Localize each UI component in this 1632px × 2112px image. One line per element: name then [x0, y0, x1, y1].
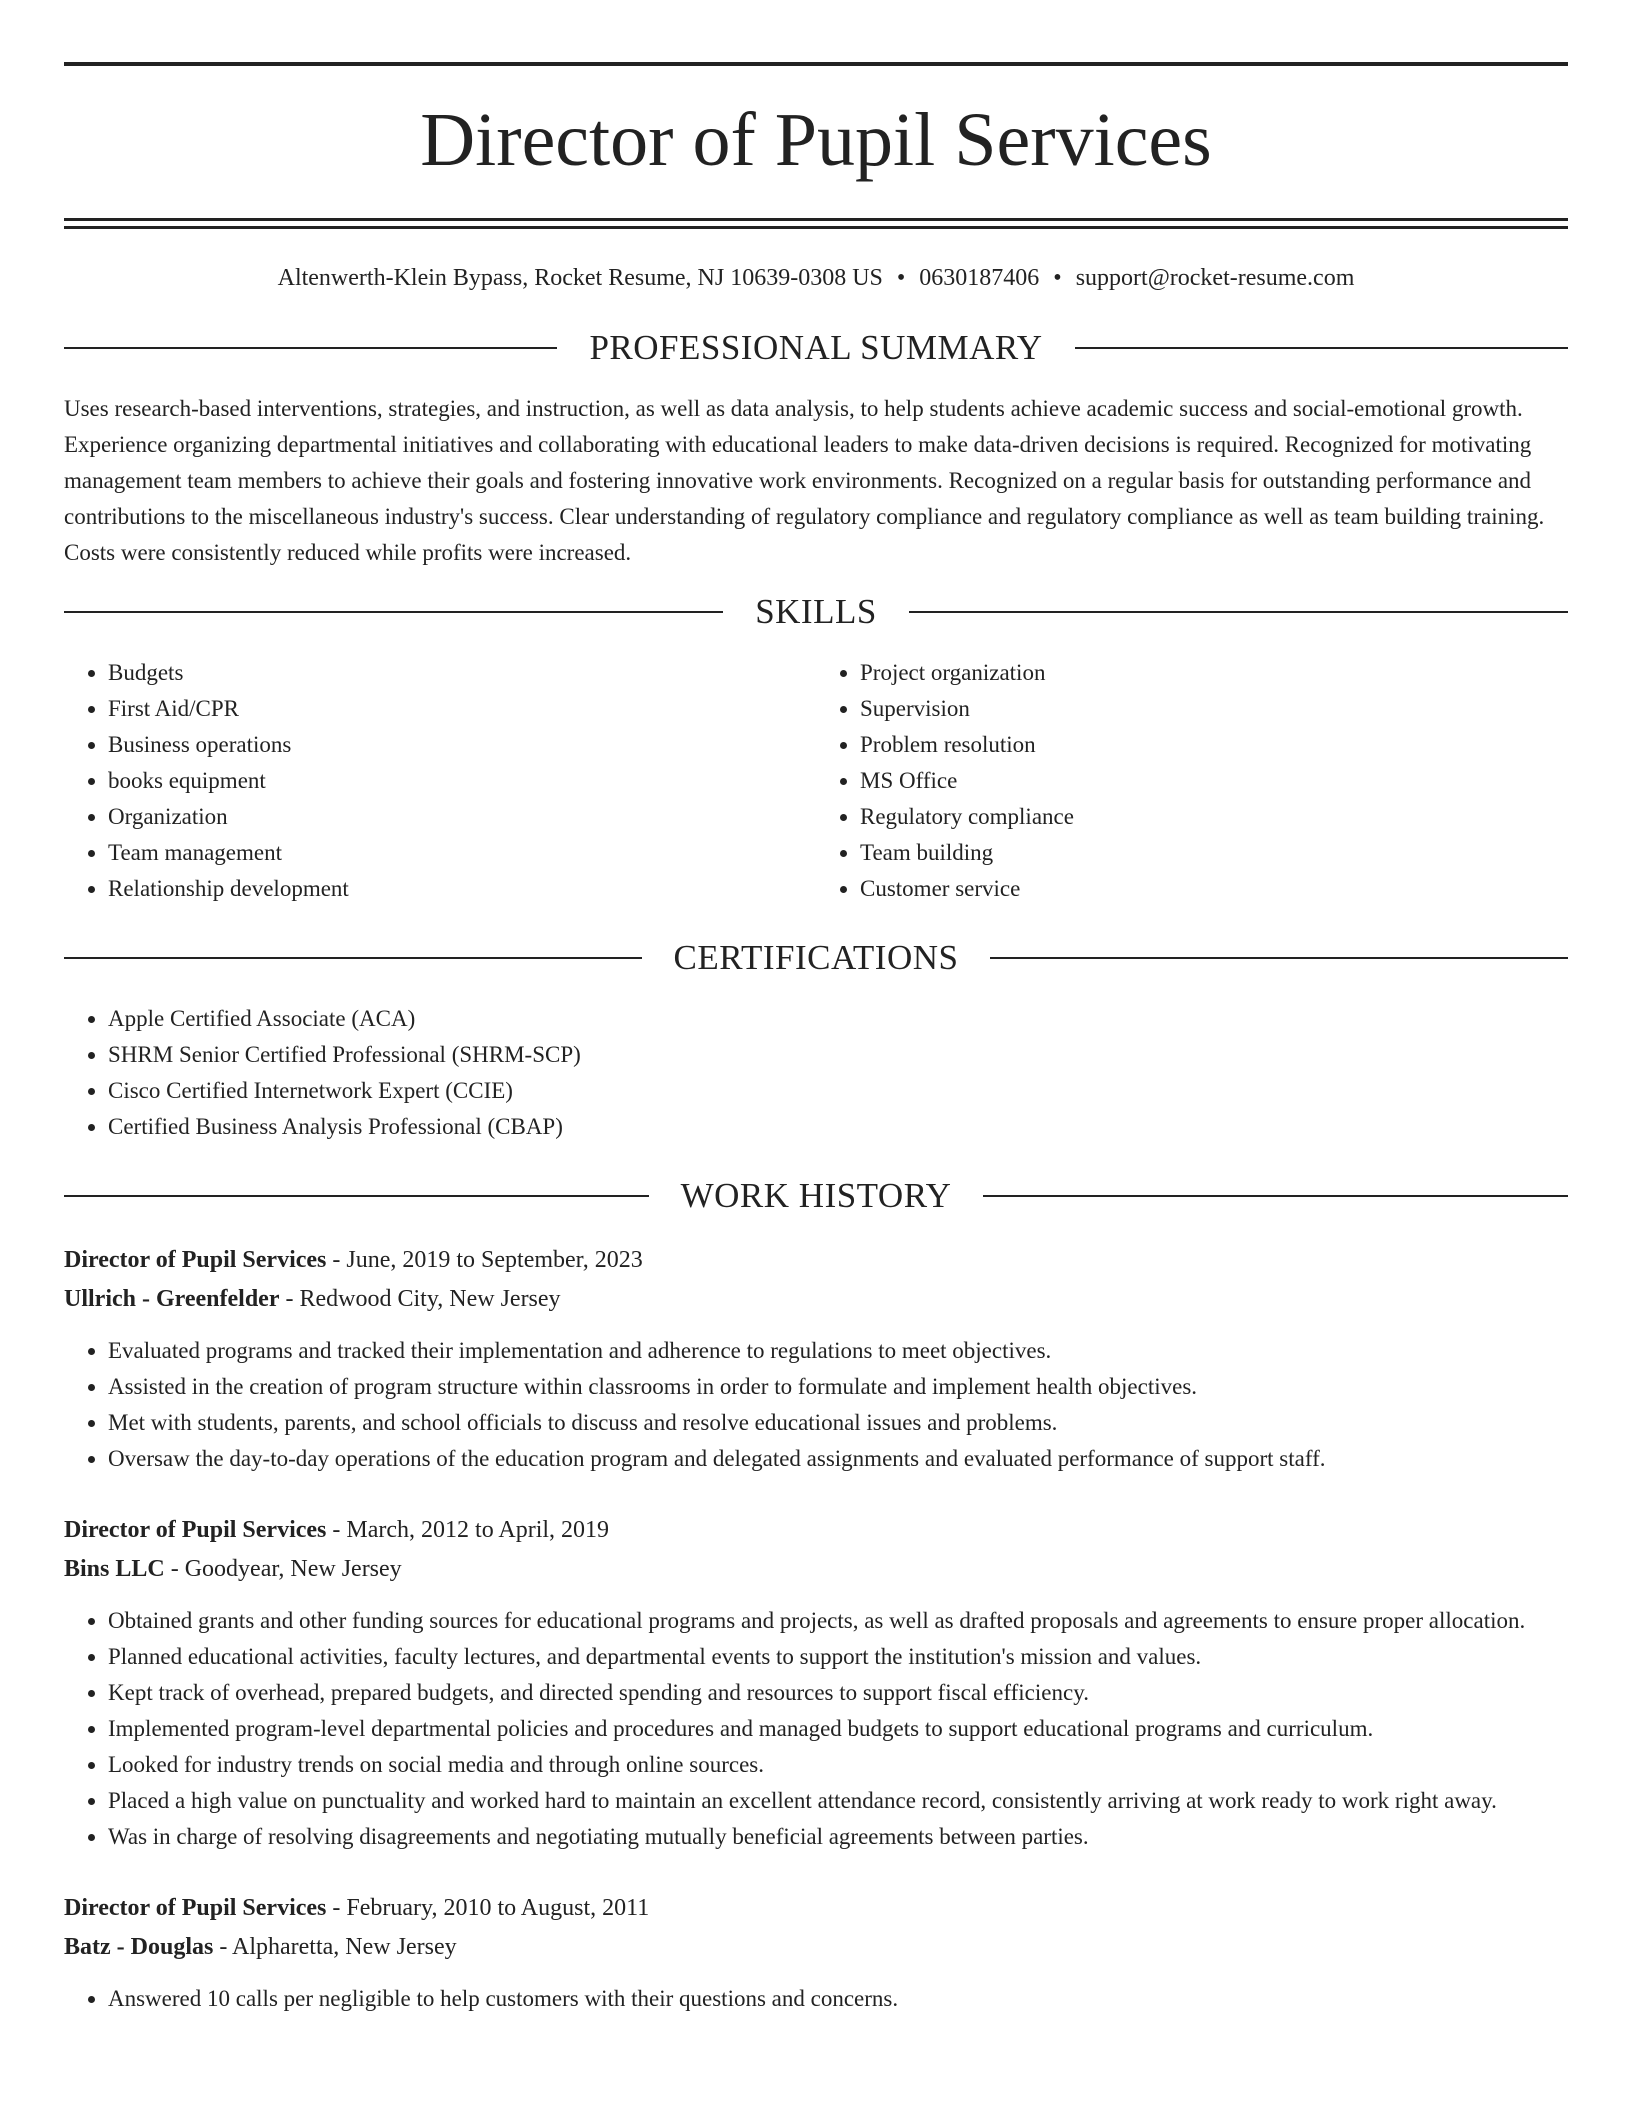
job-bullets: [64, 1603, 1568, 1855]
job-company-line: [64, 1550, 1568, 1589]
work-history-heading: [64, 1175, 1568, 1217]
work-history-title: WORK HISTORY: [680, 1176, 952, 1215]
heading-rule-right: [1075, 347, 1568, 349]
skill-item: • Organization: [108, 799, 816, 835]
job-title: Director of Pupil Services: [64, 1247, 327, 1273]
heading-rule-left: [64, 957, 642, 959]
job-entry: [64, 1241, 1568, 1477]
separator-dot: •: [1053, 265, 1062, 291]
certification-item: • SHRM Senior Certified Professional (SHRM-SCP): [108, 1037, 1568, 1073]
job-company-line: [64, 1280, 1568, 1319]
job-dates: - March, 2012 to April, 2019: [326, 1517, 610, 1543]
job-bullet: • Obtained grants and other funding sources for educational programs and projects, as well as drafted proposals and agreements to ensure proper allocation.: [108, 1603, 1568, 1639]
skill-item: • Problem resolution: [860, 727, 1568, 763]
separator-dot: •: [896, 265, 906, 291]
job-title-line: [64, 1511, 1568, 1550]
phone: 0630187406: [919, 265, 1040, 291]
heading-rule-left: [64, 1195, 649, 1197]
certification-item: • Cisco Certified Internetwork Expert (CCIE): [108, 1073, 1568, 1109]
skill-item: • Team management: [108, 835, 816, 871]
job-company: Ullrich - Greenfelder: [64, 1286, 280, 1312]
job-bullets: [64, 1981, 1568, 2017]
skills-list-left: [64, 655, 816, 907]
skill-item: • Regulatory compliance: [860, 799, 1568, 835]
skill-item: • books equipment: [108, 763, 816, 799]
certifications-list: [64, 1001, 1568, 1145]
job-location: - Redwood City, New Jersey: [279, 1286, 561, 1312]
job-title: Director of Pupil Services: [64, 1517, 327, 1543]
skill-item: • First Aid/CPR: [108, 691, 816, 727]
job-bullet: • Answered 10 calls per negligible to help customers with their questions and concerns.: [108, 1981, 1568, 2017]
heading-rule-right: [909, 611, 1568, 613]
certification-item: • Certified Business Analysis Professional (CBAP): [108, 1109, 1568, 1145]
heading-rule-left: [64, 611, 723, 613]
certifications-heading: [64, 937, 1568, 979]
job-company: Bins LLC: [64, 1556, 165, 1582]
heading-rule-right: [983, 1195, 1568, 1197]
heading-rule-left: [64, 347, 557, 349]
skill-item: • Customer service: [860, 871, 1568, 907]
job-title-line: [64, 1889, 1568, 1928]
job-title-line: [64, 1241, 1568, 1280]
email-link[interactable]: support@rocket-resume.com: [1075, 265, 1355, 291]
skill-item: • Project organization: [860, 655, 1568, 691]
job-title: Director of Pupil Services: [64, 1895, 327, 1921]
skill-item: • Team building: [860, 835, 1568, 871]
job-bullet: • Planned educational activities, faculty lectures, and departmental events to support the institution's mission and values.: [108, 1639, 1568, 1675]
job-bullet: • Placed a high value on punctuality and worked hard to maintain an excellent attendance record, consistently arriving at work ready to work right away.: [108, 1783, 1568, 1819]
certifications-title: CERTIFICATIONS: [673, 938, 959, 977]
summary-heading: [64, 327, 1568, 369]
address: Altenwerth-Klein Bypass, Rocket Resume, NJ 10639-0308 US: [277, 265, 883, 291]
job-bullet: • Assisted in the creation of program structure within classrooms in order to formulate and implement health objectives.: [108, 1369, 1568, 1405]
skills-list-right: [816, 655, 1568, 907]
job-company-line: [64, 1928, 1568, 1967]
contact-line: [64, 263, 1568, 293]
job-entry: [64, 1889, 1568, 2017]
job-location: - Goodyear, New Jersey: [164, 1556, 402, 1582]
heading-rule-right: [990, 957, 1568, 959]
job-bullet: • Oversaw the day-to-day operations of the education program and delegated assignments and evaluated performance of support staff.: [108, 1441, 1568, 1477]
skill-item: • Business operations: [108, 727, 816, 763]
job-dates: - June, 2019 to September, 2023: [326, 1247, 643, 1273]
skill-item: • Relationship development: [108, 871, 816, 907]
resume-title: Director of Pupil Services: [420, 98, 1212, 182]
job-bullet: • Met with students, parents, and school officials to discuss and resolve educational issues and problems.: [108, 1405, 1568, 1441]
top-rule: [64, 62, 1568, 66]
job-bullet: • Looked for industry trends on social media and through online sources.: [108, 1747, 1568, 1783]
skill-item: • Supervision: [860, 691, 1568, 727]
job-bullet: • Implemented program-level departmental policies and procedures and managed budgets to support educational programs and curriculum.: [108, 1711, 1568, 1747]
skills-title: SKILLS: [755, 592, 877, 631]
skill-item: • Budgets: [108, 655, 816, 691]
job-bullet: • Was in charge of resolving disagreements and negotiating mutually beneficial agreements between parties.: [108, 1819, 1568, 1855]
job-location: - Alpharetta, New Jersey: [213, 1934, 457, 1960]
skill-item: • MS Office: [860, 763, 1568, 799]
job-bullet: • Evaluated programs and tracked their implementation and adherence to regulations to meet objectives.: [108, 1333, 1568, 1369]
job-bullets: [64, 1333, 1568, 1477]
job-entry: [64, 1511, 1568, 1855]
double-rule: [64, 218, 1568, 229]
job-bullet: • Kept track of overhead, prepared budgets, and directed spending and resources to support fiscal efficiency.: [108, 1675, 1568, 1711]
job-company: Batz - Douglas: [64, 1934, 214, 1960]
summary-text: Uses research-based interventions, strategies, and instruction, as well as data analysis, to help students achieve academic success and social-emotional growth. Experience organizing departmental initiatives and collaborating with educational leaders to make data-driven decisions is required. Recognized for motivating management team members to achieve their goals and fostering innovative work environments. Recognized on a regular basis for outstanding performance and contributions to the miscellaneous industry's success. Clear understanding of regulatory compliance and regulatory compliance as well as team building training. Costs were consistently reduced while profits were increased.: [64, 396, 1545, 565]
summary-title: PROFESSIONAL SUMMARY: [589, 328, 1043, 367]
skills-heading: [64, 591, 1568, 633]
job-dates: - February, 2010 to August, 2011: [326, 1895, 650, 1921]
certification-item: • Apple Certified Associate (ACA): [108, 1001, 1568, 1037]
skills-columns: [64, 655, 1568, 907]
